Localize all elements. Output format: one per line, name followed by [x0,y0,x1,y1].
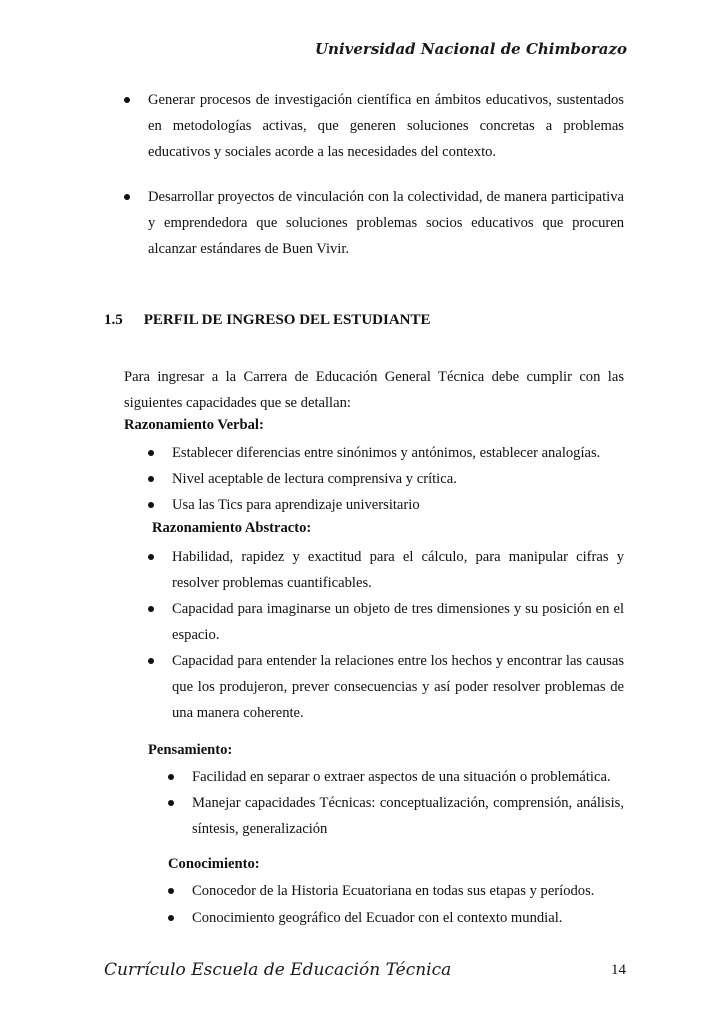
verbal-item: Usa las Tics para aprendizaje universitario [172,497,420,513]
knowledge-item: Conocedor de la Historia Ecuatoriana en todas sus etapas y períodos. [192,883,595,899]
list-item [148,544,624,596]
bullet-icon [148,476,154,482]
objective-text: Desarrollar proyectos de vinculación con la colectividad, de manera participativa y emprendedora que soluciones problemas socios educativos que procuren alcanzar estándares de Buen Vivir. [148,189,624,257]
section-intro: Para ingresar a la Carrera de Educación General Técnica debe cumplir con las siguientes capacidades que se detallan: [124,369,624,411]
list-item [168,878,624,904]
knowledge-title: Conocimiento: [168,856,260,872]
list-item [148,466,624,492]
bullet-icon [124,97,130,103]
bullet-icon [148,658,154,664]
bullet-icon [124,194,130,200]
page-header: Universidad Nacional de Chimborazo [314,40,627,58]
list-item [168,905,624,931]
abstract-item: Capacidad para imaginarse un objeto de tres dimensiones y su posición en el espacio. [172,601,624,643]
bullet-icon [148,502,154,508]
bullet-icon [148,554,154,560]
objective-text: Generar procesos de investigación científica en ámbitos educativos, sustentados en metodologías activas, que generen soluciones concretas a problemas educativos y sociales acorde a las necesidades del contexto. [148,92,624,160]
knowledge-item: Conocimiento geográfico del Ecuador con el contexto mundial. [192,910,563,926]
verbal-item: Establecer diferencias entre sinónimos y antónimos, establecer analogías. [172,445,601,461]
abstract-title: Razonamiento Abstracto: [152,520,312,536]
list-item [168,764,624,790]
abstract-item: Habilidad, rapidez y exactitud para el cálculo, para manipular cifras y resolver problemas cuantificables. [172,549,624,591]
page-number: 14 [611,962,626,978]
bullet-icon [168,774,174,780]
abstract-item: Capacidad para entender la relaciones entre los hechos y encontrar las causas que los produjeron, prever consecuencias y así poder resolver problemas de una manera coherente. [172,653,624,721]
verbal-item: Nivel aceptable de lectura comprensiva y crítica. [172,471,457,487]
verbal-title: Razonamiento Verbal: [124,417,264,433]
list-item [148,648,624,726]
bullet-icon [168,888,174,894]
thinking-item: Manejar capacidades Técnicas: conceptualización, comprensión, análisis, síntesis, generalización [192,795,624,837]
bullet-icon [168,800,174,806]
thinking-item: Facilidad en separar o extraer aspectos de una situación o problemática. [192,769,611,785]
section-number: 1.5 [104,312,123,328]
footer-title: Currículo Escuela de Educación Técnica [104,960,452,980]
bullet-icon [148,606,154,612]
list-item [148,596,624,648]
thinking-title: Pensamiento: [148,742,233,758]
list-item [124,87,624,165]
list-item [168,790,624,842]
bullet-icon [148,450,154,456]
bullet-icon [168,915,174,921]
section-heading [104,312,431,329]
list-item [148,440,624,466]
list-item [124,184,624,262]
section-title: PERFIL DE INGRESO DEL ESTUDIANTE [143,312,431,328]
